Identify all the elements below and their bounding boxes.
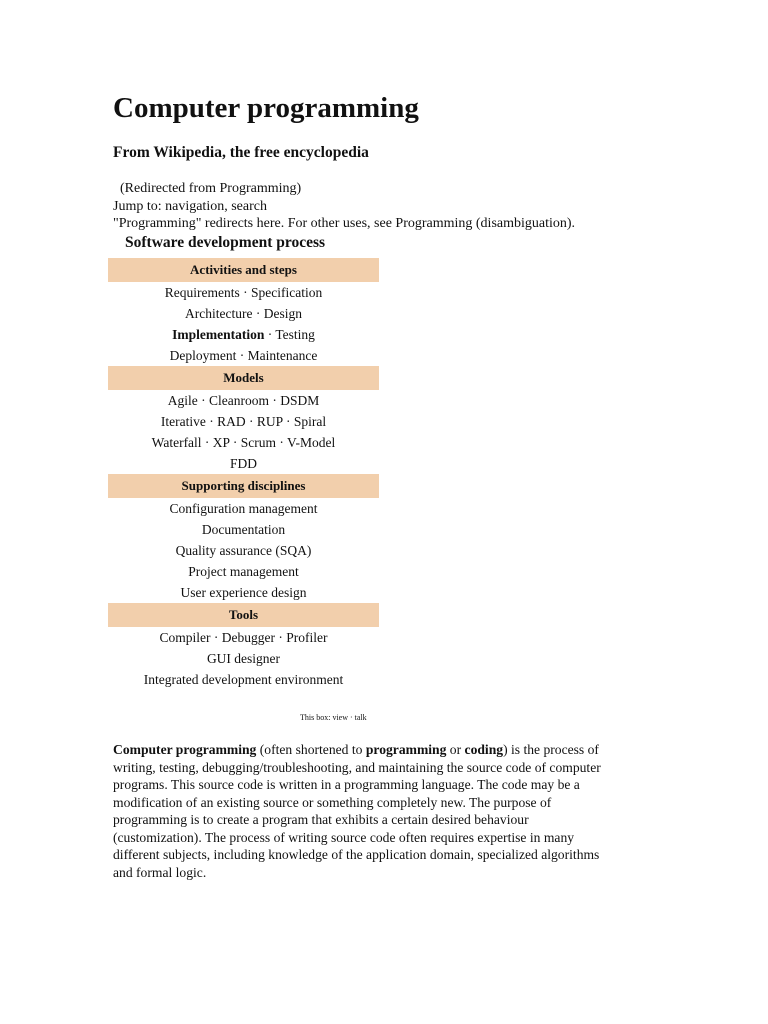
infobox-row-implementation [108,324,379,345]
page-subtitle: From Wikipedia, the free encyclopedia [113,144,369,161]
paragraph-line [113,741,653,759]
infobox-row: Integrated development environment [143,672,344,687]
page-title: Computer programming [113,92,419,124]
intro-paragraph [113,741,653,881]
infobox-row: Deployment · Maintenance [169,348,318,363]
step-testing: · Testing [264,327,315,342]
paragraph-line: and formal logic. [113,864,207,880]
infobox-row: Iterative · RAD · RUP · Spiral [160,414,327,429]
infobox-row: GUI designer [206,651,281,666]
hatnote: "Programming" redirects here. For other uses, see Programming (disambiguation). [113,216,576,231]
current-step-implementation: Implementation [172,327,265,342]
infobox-row: Configuration management [169,501,318,516]
jump-to-links: Jump to: navigation, search [113,198,267,214]
infobox-row: Project management [188,564,299,579]
paragraph-line: (customization). The process of writing source code often requires expertise in many [113,829,575,845]
paragraph-text: ) is the process of [503,742,599,757]
infobox-row: FDD [229,456,257,471]
infobox [108,258,379,690]
infobox-row: Architecture · Design [185,306,302,321]
infobox-row: Agile · Cleanroom · DSDM [167,393,320,408]
infobox-footer-links: This box: view · talk [300,713,367,722]
infobox-row: User experience design [180,585,307,600]
article-meta [113,180,575,233]
infobox-row: Compiler · Debugger · Profiler [159,630,328,645]
paragraph-line: different subjects, including knowledge of the application domain, specialized algorithms [113,847,600,862]
infobox-row: Documentation [201,522,286,537]
paragraph-line: modification of an existing source or something completely new. The purpose of [113,794,552,810]
term-coding: coding [464,742,504,757]
infobox-section-header: Tools [108,603,379,627]
infobox-section-header: Models [108,366,379,390]
infobox-title: Software development process [125,234,326,251]
infobox-section-header: Supporting disciplines [108,474,379,498]
paragraph-line: programs. This source code is written in a programming language. The code may be a [113,777,580,792]
infobox-section-header: Activities and steps [108,258,379,282]
paragraph-text: or [446,742,465,757]
paragraph-line: programming is to create a program that exhibits a certain desired behaviour [113,812,529,827]
term-computer-programming: Computer programming [113,742,257,757]
infobox-row: Quality assurance (SQA) [175,543,312,558]
paragraph-text: (often shortened to [256,742,366,757]
infobox-row: Waterfall · XP · Scrum · V-Model [151,435,336,450]
paragraph-line: writing, testing, debugging/troubleshooting, and maintaining the source code of computer [113,759,601,775]
redirect-notice: (Redirected from Programming) [120,181,302,196]
infobox-row: Requirements · Specification [164,285,323,300]
term-programming: programming [365,742,447,757]
